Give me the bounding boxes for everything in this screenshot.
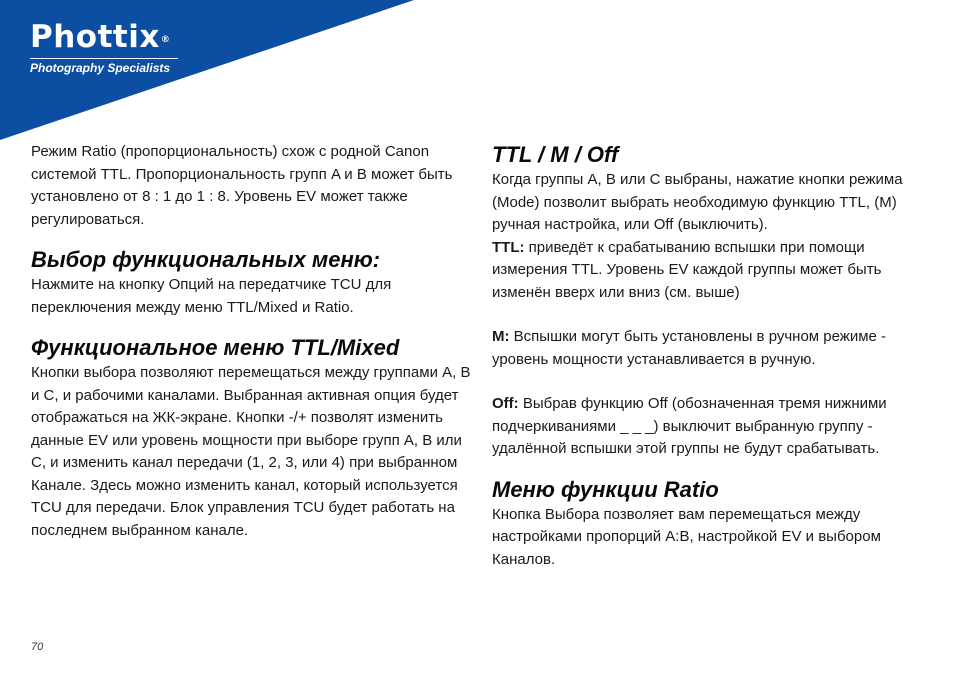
registered-mark: ® (160, 35, 171, 45)
ttl-mode-text: приведёт к срабатыванию вспышки при помощи измерения TTL. Уровень EV каждой группы может быть изменён вверх или вниз (см. выше) (492, 238, 882, 301)
ttl-mixed-heading: Функциональное меню TTL/Mixed (31, 335, 400, 360)
menu-select-heading: Выбор функциональных меню: (31, 247, 381, 272)
brand-name: Phottix (30, 19, 160, 55)
left-column (31, 141, 471, 542)
ttl-mode-paragraph (492, 237, 942, 305)
page-number: 70 (31, 641, 44, 653)
ttl-m-off-heading: TTL / M / Off (492, 142, 619, 167)
manual-mode-text: Вспышки могут быть установлены в ручном режиме - уровень мощности устанавливается в ручную. (492, 328, 887, 368)
off-mode-text: Выбрав функцию Off (обозначенная тремя нижними подчеркиваниями _ _ _) выключит выбранную группу - удалённой вспышки этой группы не будут срабатывать. (492, 395, 887, 457)
brand-logo (30, 18, 178, 75)
ttl-mode-label: TTL: (492, 238, 525, 256)
ttl-m-off-paragraph: Когда группы A, B или C выбраны, нажатие кнопки режима (Mode) позволит выбрать необходимую функцию TTL, (M) ручная настройка, или Off (выключить). (492, 171, 903, 233)
manual-mode-label: M: (492, 328, 510, 345)
ttl-mixed-paragraph: Кнопки выбора позволяют перемещаться между группами A, B и C, и рабочими каналами. Выбранная активная опция будет отображаться на ЖК-экране. Кнопки -/+ позволят изменить данные EV или уровень мощности при выборе групп A, B или C, и изменить канал передачи (1, 2, 3, или 4) при выбранном Канале. Здесь можно изменить канал, который используется TCU для передачи. Блок управления TCU будет работать на последнем выбранном канале. (31, 364, 471, 539)
off-mode-label: Off: (492, 395, 519, 412)
right-column (492, 141, 942, 571)
ratio-menu-paragraph: Кнопка Выбора позволяет вам перемещаться между настройками пропорций A:B, настройкой EV и выбором Каналов. (492, 505, 881, 568)
ratio-intro-paragraph: Режим Ratio (пропорциональность) схож с родной Canon системой TTL. Пропорциональность групп A и B может быть установлено от 8 : 1 до 1 : 8. Уровень EV может также регулироваться. (31, 143, 453, 228)
logo-divider (30, 58, 178, 59)
brand-tagline: Photography Specialists (30, 61, 171, 75)
ratio-menu-heading: Меню функции Ratio (492, 476, 719, 502)
off-mode-paragraph (492, 393, 942, 461)
menu-select-paragraph: Нажмите на кнопку Опций на передатчике TCU для переключения между меню TTL/Mixed и Ratio. (31, 276, 392, 316)
manual-mode-paragraph (492, 326, 942, 371)
